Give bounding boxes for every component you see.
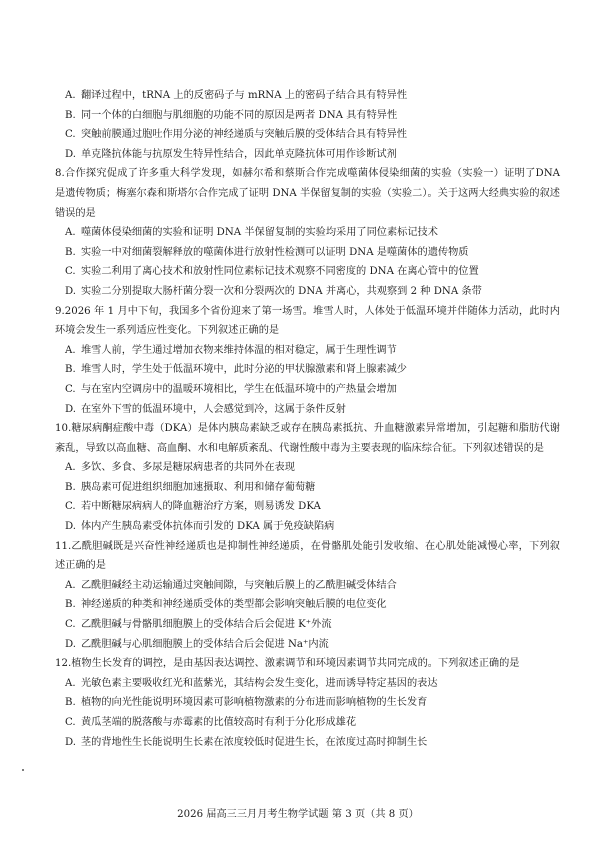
option-text: 翻译过程中，tRNA 上的反密码子与 mRNA 上的密码子结合具有特异性 [81, 90, 408, 101]
answer-option [55, 125, 560, 145]
answer-option [55, 478, 560, 498]
page-footer: 2026 届高三三月月考生物学试题 第 3 页（共 8 页） [177, 809, 419, 820]
option-text: 噬菌体侵染细菌的实验和证明 DNA 半保留复制的实验均采用了同位素标记技术 [81, 227, 438, 239]
answer-option [55, 713, 560, 733]
option-text: 乙酰胆碱与骨骼肌细胞膜上的受体结合后会促进 K⁺外流 [81, 619, 332, 631]
question-stem-text: 2026 年 1 月中下旬，我国多个省份迎来了第一场雪。堆雪人时，人体处于低温环境并伴随体力活动，此时内环境会发生一系列适应性变化。下列叙述正确的是 [55, 305, 560, 337]
stray-mark [22, 769, 24, 771]
option-letter: D. [65, 285, 77, 297]
option-letter: A. [65, 462, 76, 474]
question-number: 8. [55, 168, 65, 180]
question-stem-text: 糖尿病酮症酸中毒（DKA）是体内胰岛素缺乏或存在胰岛素抵抗、升血糖激素异常增加，引起糖和脂肪代谢紊乱，导致以高血糖、高血酮、水和电解质紊乱、代谢性酸中毒为主要表现的临床综合征。下列叙述错误的是 [55, 423, 560, 454]
option-letter: B. [65, 246, 76, 258]
answer-option [55, 458, 560, 478]
option-text: 若中断糖尿病病人的降血糖治疗方案，则易诱发 DKA [81, 501, 321, 513]
option-letter: D. [65, 638, 77, 650]
option-text: 黄瓜茎端的脱落酸与赤霉素的比值较高时有利于分化形成雄花 [81, 717, 357, 728]
option-text: 同一个体的白细胞与肌细胞的功能不同的原因是两者 DNA 具有特异性 [81, 109, 398, 121]
option-text: 植物的向光性能说明环境因素可影响植物激素的分布进而影响植物的生长发育 [81, 697, 428, 709]
answer-option [55, 145, 560, 165]
question-stem-text: 乙酰胆碱既是兴奋性神经递质也是抑制性神经递质，在骨骼肌处能引发收缩、在心肌处能减慢心率，下列叙述正确的是 [55, 540, 560, 572]
option-text: 堆雪人时，学生处于低温环境中，此时分泌的甲状腺激素和肾上腺素减少 [81, 364, 407, 376]
question-0 [55, 164, 560, 301]
question-3 [55, 537, 560, 655]
answer-option [55, 497, 560, 517]
option-text: 胰岛素可促进组织细胞加速摄取、利用和储存葡萄糖 [81, 481, 316, 493]
answer-option [55, 86, 560, 106]
option-letter: D. [65, 736, 77, 748]
question-stem [55, 302, 560, 341]
option-text: 实验二分别提取大肠杆菌分裂一次和分裂两次的 DNA 并离心，共观察到 2 种 DNA 条带 [81, 285, 482, 297]
answer-option [55, 595, 560, 615]
question-stem [55, 654, 560, 674]
option-letter: D. [65, 521, 77, 533]
option-letter: D. [65, 403, 77, 415]
answer-option [55, 360, 560, 380]
option-text: 乙酰胆碱经主动运输通过突触间隙，与突触后膜上的乙酰胆碱受体结合 [81, 579, 397, 591]
option-letter: A. [65, 90, 76, 101]
option-letter: C. [65, 619, 76, 631]
option-text: 实验一中对细菌裂解释放的噬菌体进行放射性检测可以证明 DNA 是噬菌体的遗传物质 [81, 246, 469, 258]
option-text: 实验二利用了离心技术和放射性同位素标记技术观察不同密度的 DNA 在离心管中的位置 [81, 266, 479, 278]
question-7-options [55, 86, 560, 164]
option-text: 突触前膜通过胞吐作用分泌的神经递质与突触后膜的受体结合具有特异性 [81, 129, 407, 141]
question-stem-text: 植物生长发育的调控，是由基因表达调控、激素调节和环境因素调节共同完成的。下列叙述正确的是 [71, 658, 520, 670]
question-list [55, 164, 560, 752]
question-stem [55, 419, 560, 458]
option-text: 茎的背地性生长能说明生长素在浓度较低时促进生长，在浓度过高时抑制生长 [81, 736, 428, 748]
option-letter: C. [65, 501, 76, 513]
option-letter: D. [65, 148, 77, 160]
question-number: 11. [55, 540, 72, 552]
option-letter: B. [65, 109, 76, 121]
question-stem-text: 合作探究促成了许多重大科学发现，如赫尔希和蔡斯合作完成噬菌体侵染细菌的实验（实验一）证明了DNA 是遗传物质；梅塞尔森和斯塔尔合作完成了证明 DNA 半保留复制的实验（实验二）。关于这两大经典实验的叙述错误的是 [55, 168, 560, 219]
question-1 [55, 302, 560, 420]
option-letter: A. [65, 677, 76, 689]
option-letter: B. [65, 697, 76, 709]
option-letter: B. [65, 481, 76, 493]
answer-option [55, 223, 560, 243]
option-letter: A. [65, 579, 76, 591]
option-text: 光敏色素主要吸收红光和蓝紫光，其结构会发生变化，进而诱导特定基因的表达 [81, 677, 438, 689]
option-letter: C. [65, 383, 76, 395]
question-number: 9. [55, 305, 65, 317]
answer-option [55, 243, 560, 263]
answer-option [55, 635, 560, 655]
answer-option [55, 674, 560, 694]
option-letter: A. [65, 344, 76, 356]
question-4 [55, 654, 560, 752]
option-text: 体内产生胰岛素受体抗体而引发的 DKA 属于免疫缺陷病 [81, 521, 335, 533]
answer-option [55, 615, 560, 635]
answer-option [55, 733, 560, 753]
option-letter: A. [65, 227, 76, 239]
option-text: 与在室内空调房中的温暖环境相比，学生在低温环境中的产热量会增加 [81, 383, 397, 395]
answer-option [55, 341, 560, 361]
answer-option [55, 576, 560, 596]
question-stem [55, 164, 560, 223]
question-stem [55, 537, 560, 576]
question-number: 12. [55, 658, 72, 670]
answer-option [55, 517, 560, 537]
option-text: 多饮、多食、多尿是糖尿病患者的共同外在表现 [81, 462, 295, 474]
option-letter: C. [65, 129, 76, 141]
option-letter: C. [65, 266, 76, 278]
option-text: 乙酰胆碱与心肌细胞膜上的受体结合后会促进 Na⁺内流 [81, 638, 329, 650]
answer-option [55, 282, 560, 302]
answer-option [55, 693, 560, 713]
answer-option [55, 106, 560, 126]
option-letter: B. [65, 364, 76, 376]
option-text: 神经递质的种类和神经递质受体的类型都会影响突触后膜的电位变化 [81, 599, 387, 611]
option-text: 单克隆抗体能与抗原发生特异性结合，因此单克隆抗体可用作诊断试剂 [81, 148, 397, 160]
question-2 [55, 419, 560, 537]
option-letter: B. [65, 599, 76, 611]
exam-page-body [55, 86, 560, 752]
option-text: 在室外下雪的低温环境中，人会感觉到冷，这属于条件反射 [81, 403, 346, 415]
question-number: 10. [55, 423, 72, 435]
answer-option [55, 400, 560, 420]
option-letter: C. [65, 717, 76, 728]
option-text: 堆雪人前，学生通过增加衣物来维持体温的相对稳定，属于生理性调节 [81, 344, 397, 356]
answer-option [55, 262, 560, 282]
answer-option [55, 380, 560, 400]
